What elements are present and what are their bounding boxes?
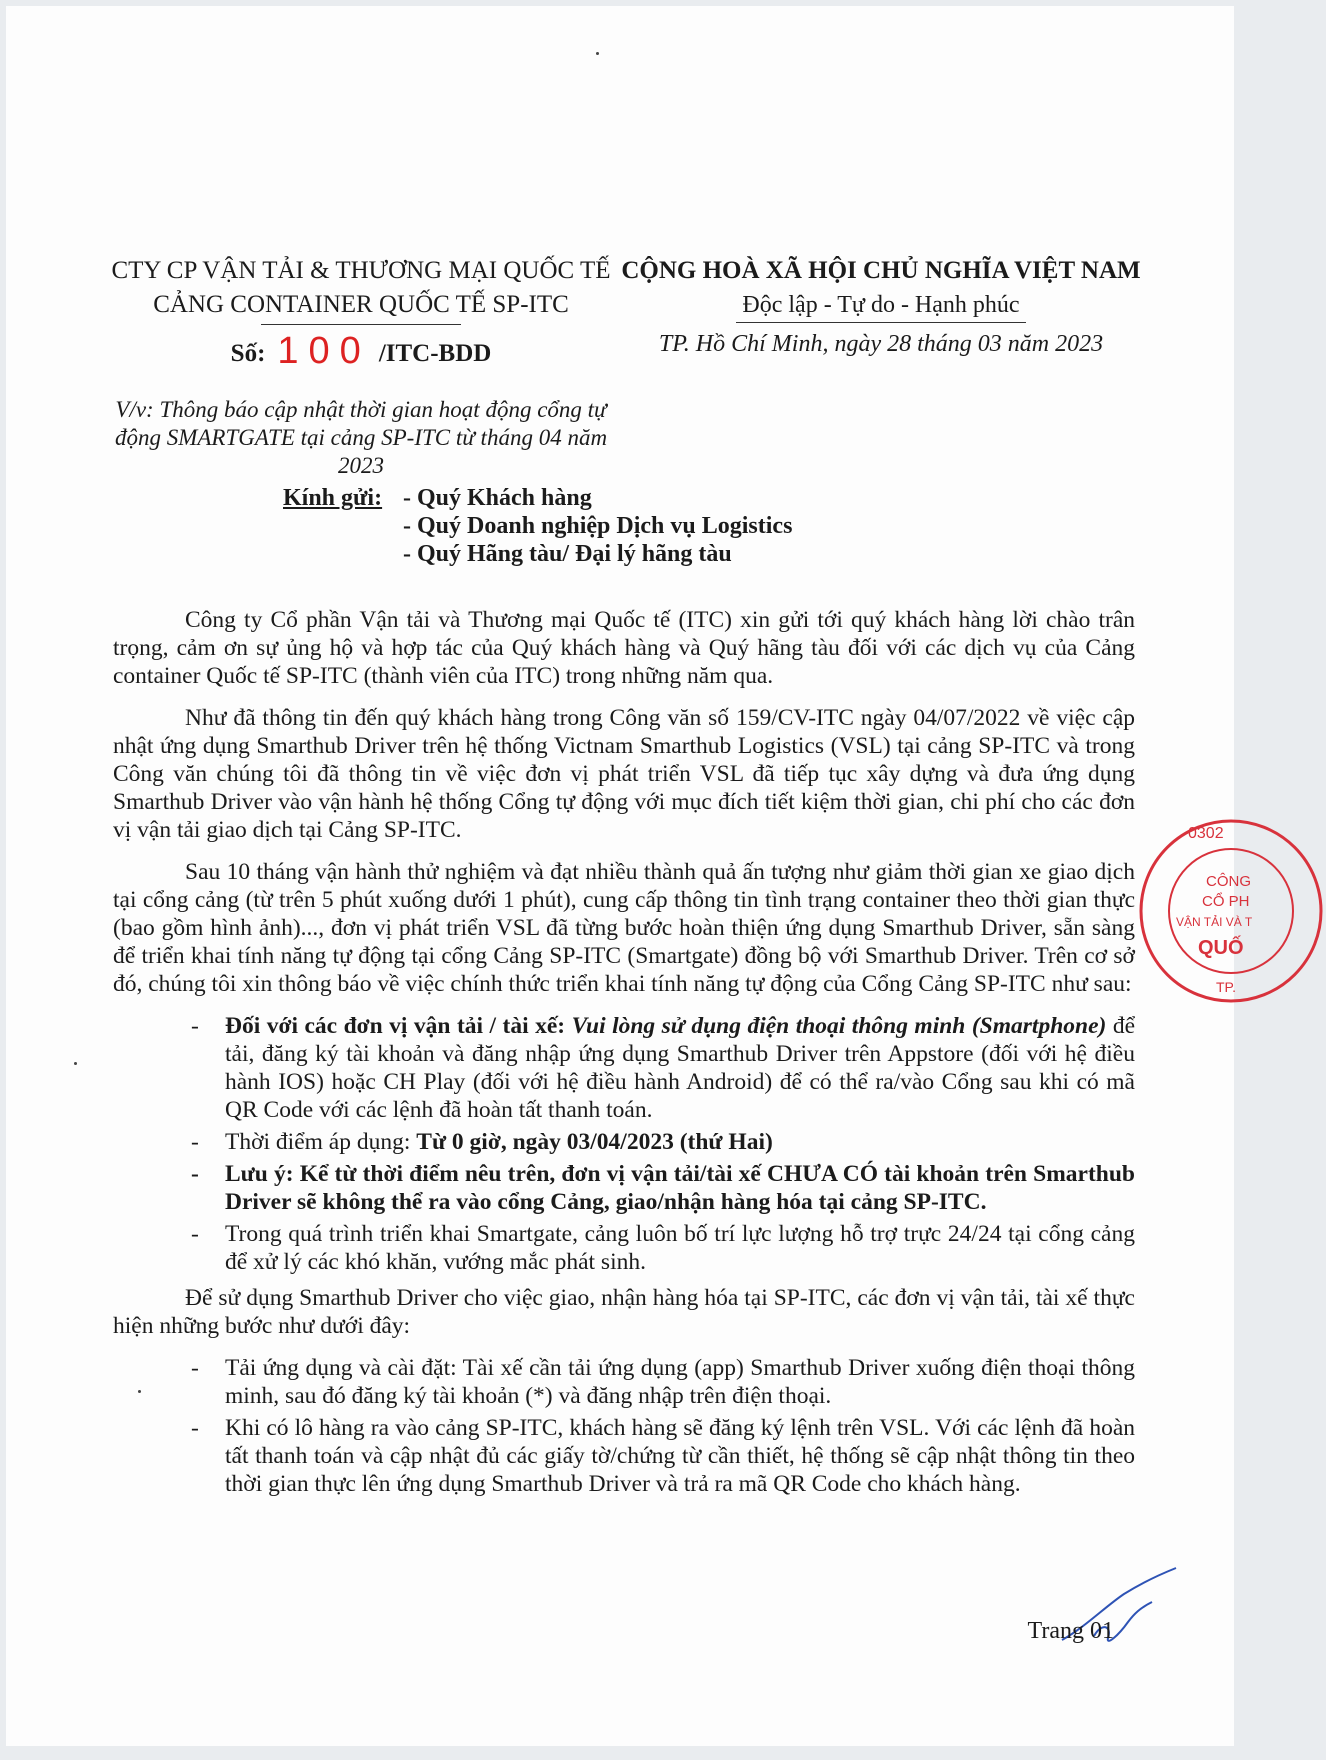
announcement-list [113,1012,1135,1276]
scan-speck [138,1390,141,1393]
list-item [191,1160,1135,1216]
national-title: CỘNG HOÀ XÃ HỘI CHỦ NGHĨA VIỆT NAM [621,257,1141,284]
national-motto: Độc lập - Tự do - Hạnh phúc [742,292,1020,318]
list-dash: - [191,1355,199,1381]
list-item [191,1414,1135,1498]
list-item-text: để tải, đăng ký tài khoản và đăng nhập ứng dụng Smarthub Driver trên Appstore (đối với hệ điều hành IOS) hoặc CH Play (đối với hệ điều hành Android) để có thể ra/vào Cổng sau khi có mã QR Code với các lệnh đã hoàn tất thanh toán. [225,1013,1136,1123]
issuer-block [106,254,616,480]
paragraph-announcement: Sau 10 tháng vận hành thử nghiệm và đạt nhiều thành quả ấn tượng như giảm thời gian xe giao dịch tại cổng cảng (từ trên 5 phút xuống dưới 1 phút), cung cấp thông tin tình trạng container theo thời gian thực (bao gồm hình ảnh)..., đơn vị phát triển VSL đã từng bước hoàn thiện ứng dụng Smarthub Driver, sẵn sàng để triển khai tính năng tự động tại cổng Cảng SP-ITC (Smartgate) đồng bộ với Smarthub Driver. Trên cơ sở đó, chúng tôi xin thông báo về việc chính thức triển khai tính năng tự động của Cổng Cảng SP-ITC như sau: [113,859,1135,997]
list-dash: - [191,1415,199,1441]
list-dash: - [191,1129,199,1155]
list-item-text: Tải ứng dụng và cài đặt: Tài xế cần tải ứng dụng (app) Smarthub Driver xuống điện thoại thông minh, sau đó đăng ký tài khoản (*) và đăng nhập trên điện thoại. [225,1355,1135,1409]
list-item [191,1012,1136,1124]
document-subject: V/v: Thông báo cập nhật thời gian hoạt động cổng tự động SMARTGATE tại cảng SP-ITC từ tháng 04 năm 2023 [114,397,608,478]
header-divider [261,324,461,325]
list-item-text: Khi có lô hàng ra vào cảng SP-ITC, khách hàng sẽ đăng ký lệnh trên VSL. Với các lệnh đã hoàn tất thanh toán và cập nhật đủ các giấy tờ/chứng từ cần thiết, hệ thống sẽ cập nhật thông tin theo thời gian thực lên ứng dụng Smarthub Driver và trả ra mã QR Code cho khách hàng. [225,1415,1135,1497]
recipient-item: - Quý Hãng tàu/ Đại lý hãng tàu [403,541,732,567]
scan-speck [596,52,599,55]
paragraph-greeting: Công ty Cổ phần Vận tải và Thương mại Quốc tế (ITC) xin gửi tới quý khách hàng lời chào trân trọng, cảm ơn sự ủng hộ và hợp tác của Quý khách hàng và Quý hãng tàu đối với các dịch vụ của Cảng container Quốc tế SP-ITC (thành viên của ITC) trong những năm qua. [113,607,1135,689]
page-number: Trang 01 [1027,1618,1114,1644]
company-stamp [1136,816,1326,1006]
recipient-item: - Quý Khách hàng [403,485,592,511]
document-number [106,329,616,374]
list-item [191,1128,1135,1156]
issuer-name [106,254,616,322]
stamp-line: QUỐ [1198,937,1244,959]
stamp-line: CÔNG [1206,873,1251,890]
list-dash: - [191,1221,199,1247]
paragraph-steps-intro: Để sử dụng Smarthub Driver cho việc giao, nhận hàng hóa tại SP-ITC, các đơn vị vận tải, tài xế thực hiện những bước như dưới đây: [113,1285,1135,1339]
list-item-emphasis: Vui lòng sử dụng điện thoại thông minh (Smartphone) [571,1013,1107,1039]
recipient-item: - Quý Doanh nghiệp Dịch vụ Logistics [403,513,793,539]
list-item-text: Lưu ý: Kể từ thời điểm nêu trên, đơn vị vận tải/tài xế CHƯA CÓ tài khoản trên Smarthub Driver sẽ không thể ra vào cổng Cảng, giao/nhận hàng hóa tại cảng SP-ITC. [225,1161,1135,1215]
list-item-lead: Thời điểm áp dụng: [225,1129,411,1155]
national-header [616,254,1146,361]
recipients-block [283,484,792,568]
stamp-bottom: TP. [1216,979,1236,995]
list-item-text: Trong quá trình triển khai Smartgate, cảng luôn bố trí lực lượng hỗ trợ trực 24/24 tại cổng cảng để xử lý các khó khăn, vướng mắc phát sinh. [225,1221,1135,1275]
document-number-value: 100 [277,330,371,372]
place-and-date: TP. Hồ Chí Minh, ngày 28 tháng 03 năm 2023 [658,331,1104,357]
issuer-name-line1: CTY CP VẬN TẢI & THƯƠNG MẠI QUỐC TẾ [111,257,611,284]
issuer-name-line2: CẢNG CONTAINER QUỐC TẾ SP-ITC [153,291,569,318]
letter-body [113,606,1135,1506]
list-dash: - [191,1161,199,1187]
list-item-lead: Đối với các đơn vị vận tải / tài xế: [225,1013,566,1039]
list-item-value: Từ 0 giờ, ngày 03/04/2023 (thứ Hai) [416,1129,773,1155]
list-item [191,1354,1135,1410]
stamp-line: CỔ PH [1202,893,1250,910]
paragraph-background: Như đã thông tin đến quý khách hàng trong Công văn số 159/CV-ITC ngày 04/07/2022 về việc cập nhật ứng dụng Smarthub Driver trên hệ thống Victnam Smarthub Logistics (VSL) tại cảng SP-ITC và trong Công văn chúng tôi đã thông tin về việc đơn vị phát triển VSL đã tiếp tục xây dựng và đưa ứng dụng Smarthub Driver vào vận hành hệ thống Cổng tự động với mục đích tiết kiệm thời gian, chi phí cho các đơn vị vận tải giao dịch tại Cảng SP-ITC. [113,705,1135,843]
motto-divider [736,322,1026,323]
stamp-number: 0302 [1188,825,1224,842]
list-item [191,1220,1135,1276]
scan-speck [74,1062,77,1065]
document-number-suffix: /ITC-BDD [378,340,492,367]
list-dash: - [191,1013,199,1039]
stamp-line: VẬN TẢI VÀ T [1176,915,1253,929]
document-page [6,6,1253,1746]
steps-list [113,1354,1135,1498]
recipients-label: Kính gửi: [283,485,383,511]
document-number-label: Số: [230,340,266,367]
